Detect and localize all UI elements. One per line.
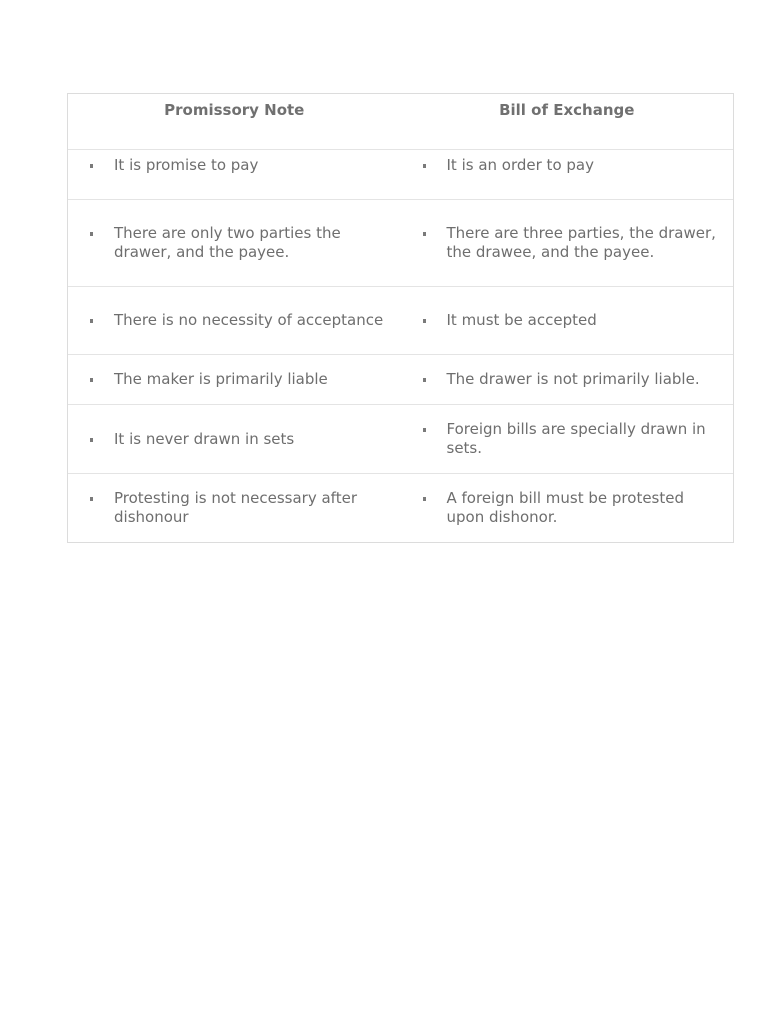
item-text: There is no necessity of acceptance xyxy=(114,311,384,329)
list-item xyxy=(90,311,383,330)
bullet-icon xyxy=(423,164,426,168)
item-text: It is promise to pay xyxy=(114,156,259,174)
item-text: Protesting is not necessary after dishonour xyxy=(114,489,357,526)
list-item xyxy=(423,224,718,262)
header-promissory-note: Promissory Note xyxy=(164,101,305,119)
list-item xyxy=(423,156,594,175)
table-row xyxy=(68,287,733,355)
bill-of-exchange-cell xyxy=(401,474,734,542)
item-text: The drawer is not primarily liable. xyxy=(446,370,700,388)
header-bill-of-exchange: Bill of Exchange xyxy=(499,101,635,119)
list-item xyxy=(423,370,700,389)
list-item xyxy=(90,224,391,262)
bill-of-exchange-cell xyxy=(401,355,734,404)
item-text: It must be accepted xyxy=(446,311,597,329)
list-item xyxy=(423,420,718,458)
bullet-icon xyxy=(423,319,426,323)
list-item xyxy=(90,156,258,175)
list-item xyxy=(90,430,294,449)
item-text: It is an order to pay xyxy=(446,156,594,174)
bullet-icon xyxy=(90,497,93,501)
promissory-note-cell xyxy=(68,200,401,286)
promissory-note-cell xyxy=(68,287,401,354)
promissory-note-cell xyxy=(68,150,401,199)
bullet-icon xyxy=(90,319,93,323)
promissory-note-cell xyxy=(68,405,401,473)
bullet-icon xyxy=(90,232,93,236)
bullet-icon xyxy=(90,378,93,382)
promissory-note-cell xyxy=(68,474,401,542)
bill-of-exchange-cell xyxy=(401,405,734,473)
table-row xyxy=(68,474,733,542)
bullet-icon xyxy=(423,428,426,432)
item-text: The maker is primarily liable xyxy=(114,370,328,388)
list-item xyxy=(423,489,718,527)
table-row xyxy=(68,150,733,200)
table-row xyxy=(68,200,733,287)
table-header-row xyxy=(68,94,733,150)
list-item xyxy=(423,311,597,330)
item-text: It is never drawn in sets xyxy=(114,429,295,448)
table-row xyxy=(68,405,733,474)
bullet-icon xyxy=(90,438,93,442)
list-item xyxy=(90,370,328,389)
bullet-icon xyxy=(423,497,426,501)
bill-of-exchange-cell xyxy=(401,200,734,286)
item-text: A foreign bill must be protested upon dishonor. xyxy=(446,489,685,526)
item-text: Foreign bills are specially drawn in sets. xyxy=(446,420,706,457)
bullet-icon xyxy=(423,378,426,382)
comparison-table xyxy=(67,93,734,543)
bill-of-exchange-cell xyxy=(401,150,734,199)
item-text: There are three parties, the drawer, the drawee, and the payee. xyxy=(446,224,716,261)
bullet-icon xyxy=(423,232,426,236)
promissory-note-cell xyxy=(68,355,401,404)
table-row xyxy=(68,355,733,405)
bill-of-exchange-cell xyxy=(401,287,734,354)
item-text: There are only two parties the drawer, and the payee. xyxy=(114,224,341,261)
bullet-icon xyxy=(90,164,93,168)
list-item xyxy=(90,489,391,527)
